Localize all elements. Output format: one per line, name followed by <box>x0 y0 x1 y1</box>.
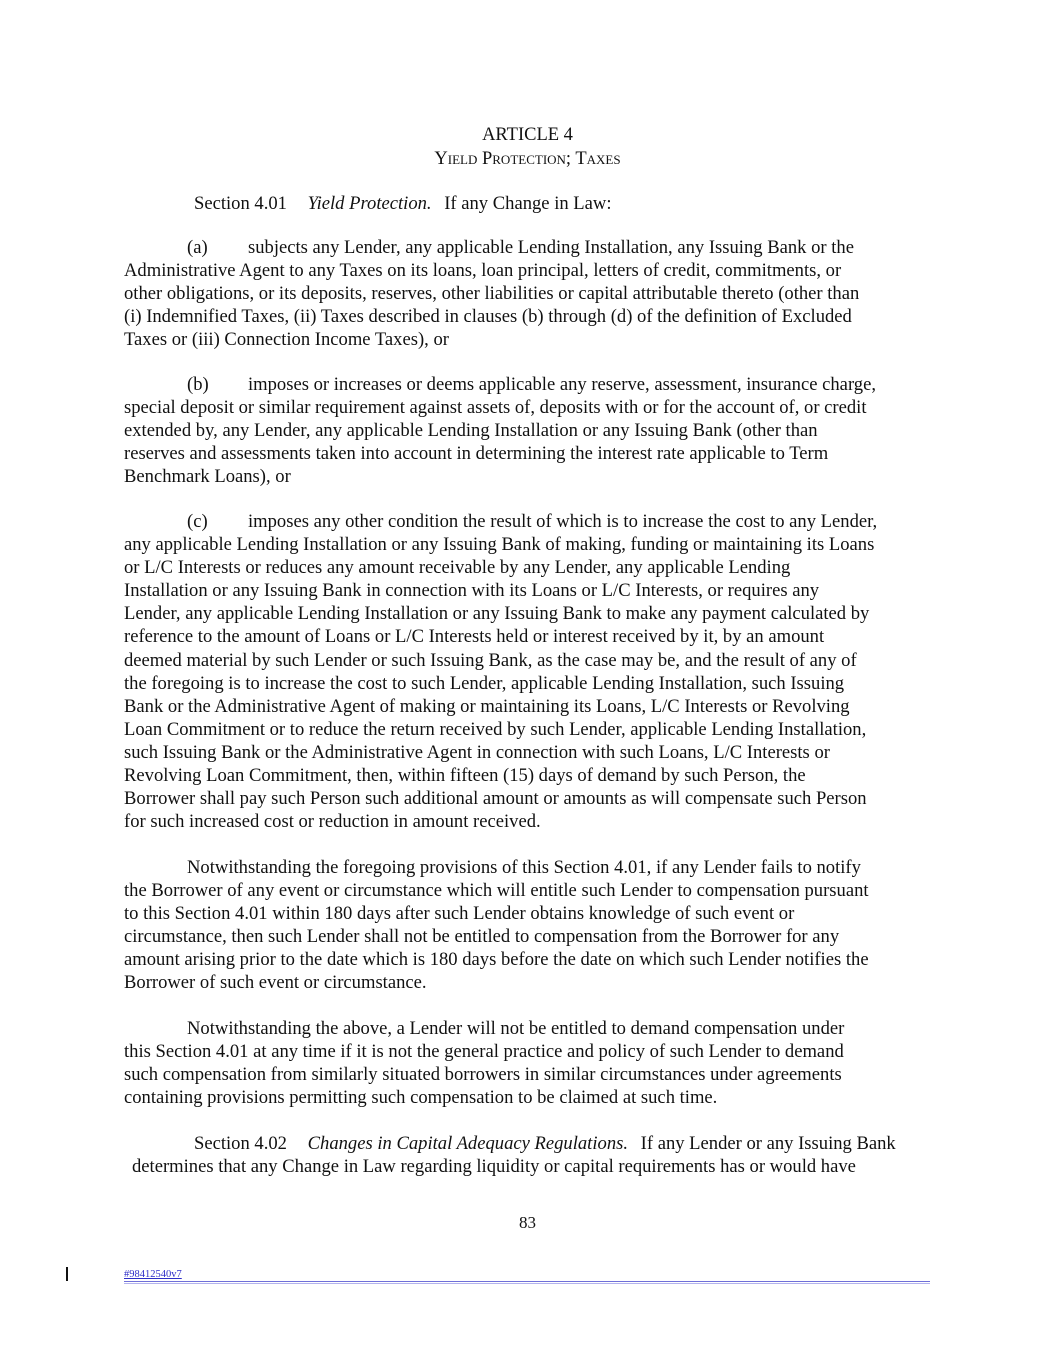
clause-line: other obligations, or its deposits, reserves, other liabilities or capital attributable thereto (other than <box>124 283 860 305</box>
section-title: Changes in Capital Adequacy Regulations. <box>307 1133 628 1154</box>
paragraph-line: circumstance, then such Lender shall not be entitled to compensation from the Borrower for any <box>124 926 840 948</box>
clause-line: extended by, any Lender, any applicable Lending Installation or any Issuing Bank (other than <box>124 420 818 442</box>
clause-line: the foregoing is to increase the cost to such Lender, applicable Lending Installation, such Issuing <box>124 672 845 694</box>
clause-line: imposes or increases or deems applicable any reserve, assessment, insurance charge, <box>248 374 876 395</box>
clause-a <box>124 236 936 351</box>
document-id: #98412540v7 <box>124 1269 182 1280</box>
clause-line: Loan Commitment or to reduce the return received by such Lender, applicable Lending Installation, <box>124 718 867 740</box>
clause-label: (b) <box>187 374 209 395</box>
clause-label: (c) <box>187 511 208 532</box>
paragraph-line: Notwithstanding the foregoing provisions of this Section 4.01, if any Lender fails to notify <box>187 857 861 878</box>
paragraph-line: this Section 4.01 at any time if it is not the general practice and policy of such Lender to demand <box>124 1041 844 1063</box>
clause-c <box>124 510 936 833</box>
clause-label: (a) <box>187 237 208 258</box>
clause-line: subjects any Lender, any applicable Lending Installation, any Issuing Bank or the <box>248 237 854 258</box>
clause-line: Installation or any Issuing Bank in connection with its Loans or L/C Interests, or requires any <box>124 580 820 602</box>
section-number: Section 4.02 <box>194 1133 287 1154</box>
paragraph-line: to this Section 4.01 within 180 days after such Lender obtains knowledge of such event or <box>124 903 795 925</box>
section-lead-text: If any Lender or any Issuing Bank <box>640 1133 896 1154</box>
clause-line: for such increased cost or reduction in amount received. <box>124 811 541 833</box>
article-subheading: Yield Protection; Taxes <box>434 149 621 169</box>
clause-line: reserves and assessments taken into account in determining the interest rate applicable to Term <box>124 443 829 465</box>
notwithstanding-paragraph-1 <box>124 856 936 995</box>
section-4-01-heading <box>194 192 612 215</box>
clause-line: any applicable Lending Installation or any Issuing Bank of making, funding or maintaining its Loans <box>124 534 875 556</box>
clause-line: Administrative Agent to any Taxes on its loans, loan principal, letters of credit, commitments, or <box>124 260 842 282</box>
change-bar <box>66 1267 68 1281</box>
clause-line: Lender, any applicable Lending Installation or any Issuing Bank to make any payment calculated by <box>124 603 870 625</box>
section-4-02-line-2: determines that any Change in Law regarding liquidity or capital requirements has or would have <box>132 1156 856 1177</box>
clause-line: Taxes or (iii) Connection Income Taxes), or <box>124 329 449 351</box>
clause-b <box>124 373 936 488</box>
clause-line: Benchmark Loans), or <box>124 466 291 488</box>
clause-line: Borrower shall pay such Person such additional amount or amounts as will compensate such Person <box>124 788 867 810</box>
section-number: Section 4.01 <box>194 193 287 214</box>
clause-line: such Issuing Bank or the Administrative Agent in connection with such Loans, L/C Interests or <box>124 741 830 763</box>
section-title: Yield Protection. <box>307 193 432 214</box>
clause-line: imposes any other condition the result of which is to increase the cost to any Lender, <box>248 511 878 532</box>
paragraph-line: Borrower of such event or circumstance. <box>124 972 427 994</box>
clause-line: deemed material by such Lender or such Issuing Bank, as the case may be, and the result of any of <box>124 649 857 671</box>
paragraph-line: Notwithstanding the above, a Lender will not be entitled to demand compensation under <box>187 1018 845 1039</box>
clause-line: Bank or the Administrative Agent of making or maintaining its Loans, L/C Interests or Revolving <box>124 695 850 717</box>
paragraph-line: containing provisions permitting such compensation to be claimed at such time. <box>124 1087 718 1109</box>
section-lead-text: If any Change in Law: <box>444 193 612 214</box>
article-heading: ARTICLE 4 <box>482 125 573 145</box>
paragraph-line: amount arising prior to the date which is 180 days before the date on which such Lender notifies the <box>124 949 869 971</box>
footer-rule <box>124 1281 930 1282</box>
clause-line: reference to the amount of Loans or L/C Interests held or interest received by it, by an amount <box>124 626 825 648</box>
page-number: 83 <box>519 1213 536 1232</box>
clause-line: Revolving Loan Commitment, then, within fifteen (15) days of demand by such Person, the <box>124 765 806 787</box>
clause-line: or L/C Interests or reduces any amount receivable by any Lender, any applicable Lending <box>124 557 791 579</box>
clause-line: special deposit or similar requirement against assets of, deposits with or for the account of, or credit <box>124 397 867 419</box>
paragraph-line: such compensation from similarly situated borrowers in similar circumstances under agreements <box>124 1064 842 1086</box>
paragraph-line: the Borrower of any event or circumstance which will entitle such Lender to compensation pursuant <box>124 880 869 902</box>
section-4-02-heading <box>194 1132 896 1155</box>
footer-rule-secondary <box>124 1283 930 1284</box>
notwithstanding-paragraph-2 <box>124 1017 936 1109</box>
clause-line: (i) Indemnified Taxes, (ii) Taxes described in clauses (b) through (d) of the definition of Excluded <box>124 306 852 328</box>
